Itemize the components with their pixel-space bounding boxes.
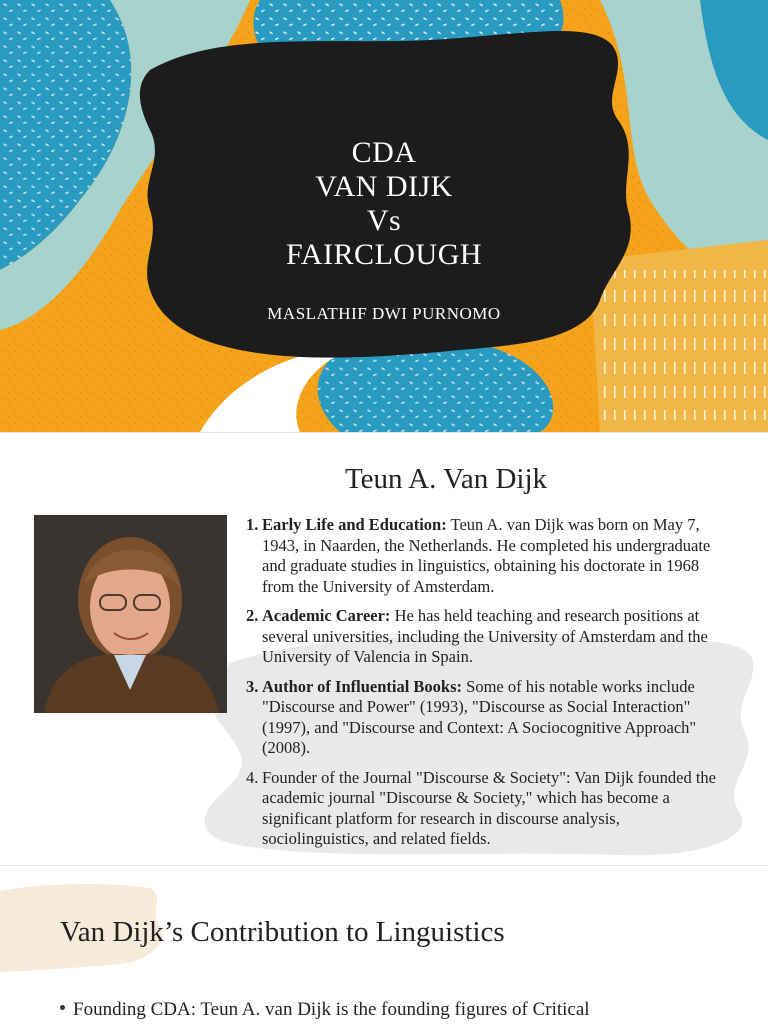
list-item bbox=[246, 768, 726, 850]
biography-slide bbox=[0, 433, 768, 865]
portrait-photo bbox=[34, 515, 227, 713]
item-label: Early Life and Education: bbox=[262, 515, 447, 534]
section-heading: Teun A. Van Dijk bbox=[344, 463, 548, 495]
list-item bbox=[246, 515, 726, 597]
bullet-dot-icon bbox=[60, 1005, 65, 1010]
item-text: Teun A. van Dijk was born on May 7, 1943, in Naarden, the Netherlands. He completed his undergraduate and graduate studies in linguistics, obtaining his doctorate in 1968 from the University of Amsterdam. bbox=[262, 515, 711, 596]
list-item bbox=[246, 606, 726, 668]
title-line: VAN DIJK bbox=[315, 170, 453, 203]
title-line: Vs bbox=[366, 204, 402, 237]
item-text: Some of his notable works include "Discourse and Power" (1993), "Discourse as Social Interaction" (1997), and "Discourse and Context: A Sociocognitive Approach" (2008). bbox=[262, 676, 697, 757]
item-label: Academic Career: bbox=[262, 606, 391, 625]
item-label: Author of Influential Books: bbox=[262, 676, 463, 696]
slide-title bbox=[0, 136, 768, 272]
list-number: 1. bbox=[246, 515, 259, 534]
item-text: Founder of the Journal "Discourse & Society": Van Dijk founded the academic journal "Discourse & Society," which has become a significant platform for research in discourse analysis, sociolinguistics, and related fields. bbox=[262, 767, 717, 848]
author-name: MASLATHIF DWI PURNOMO bbox=[267, 304, 501, 323]
item-text: He has held teaching and research positions at several universities, including the University of Amsterdam and the University of Valencia in Spain. bbox=[262, 606, 708, 666]
title-line: FAIRCLOUGH bbox=[285, 238, 483, 271]
bullet-text: Founding CDA: Teun A. van Dijk is the founding figures of Critical bbox=[73, 999, 590, 1020]
list-number: 3. bbox=[246, 676, 259, 696]
biography-list bbox=[246, 515, 726, 859]
list-item bbox=[246, 677, 726, 759]
title-line: CDA bbox=[351, 136, 417, 169]
title-slide bbox=[0, 0, 768, 432]
contribution-slide bbox=[0, 866, 768, 1024]
bullet-item bbox=[60, 999, 590, 1021]
list-number: 4. bbox=[246, 767, 259, 787]
section-heading: Van Dijk’s Contribution to Linguistics bbox=[60, 916, 505, 948]
list-number: 2. bbox=[246, 606, 259, 625]
